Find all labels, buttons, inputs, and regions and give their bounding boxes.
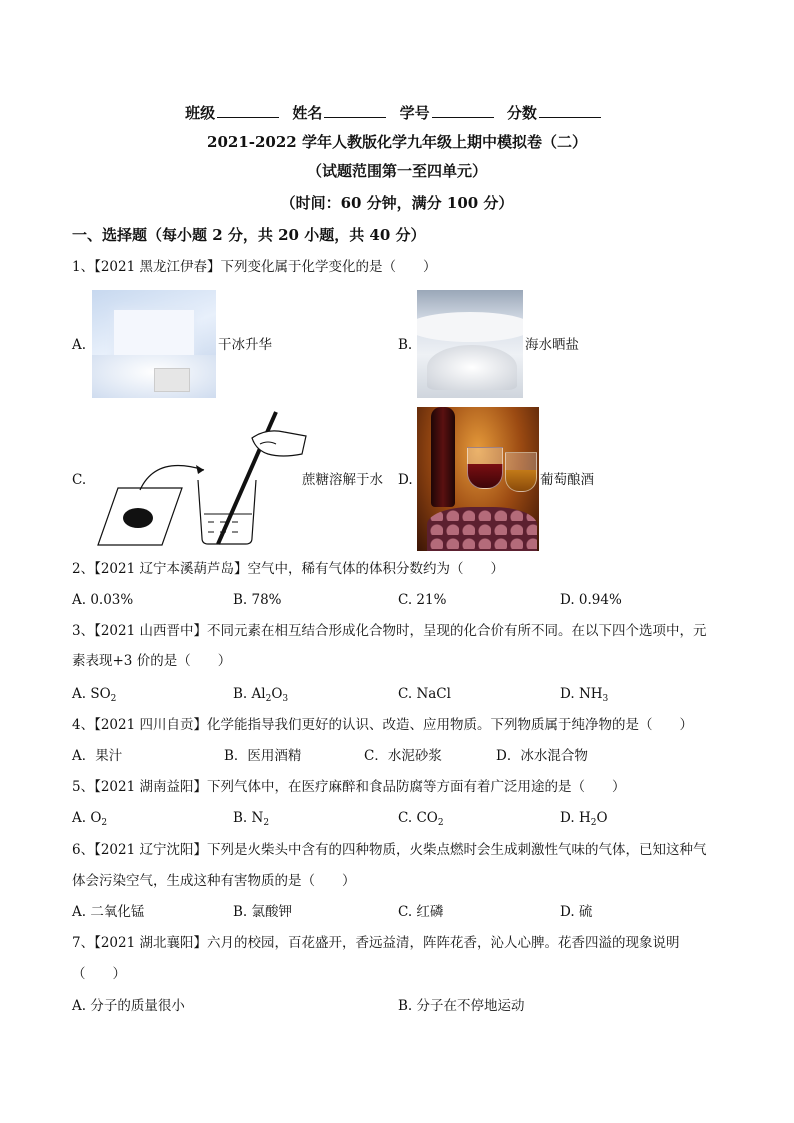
formula: Al <box>251 686 266 702</box>
question-number: 1、 <box>72 259 95 275</box>
student-id-blank <box>432 103 494 118</box>
option-letter: B. <box>233 686 248 702</box>
option-letter: B. <box>233 810 248 826</box>
student-info-line <box>0 103 794 122</box>
q2-option-a[interactable]: A. 0.03% <box>72 592 134 608</box>
sea-salt-photo <box>417 290 523 398</box>
q5-option-a[interactable] <box>72 809 107 827</box>
option-letter: A. <box>72 686 87 702</box>
q4-option-b[interactable]: B．医用酒精 <box>224 748 302 764</box>
question-source: 【2021 湖南益阳】 <box>94 779 207 795</box>
subscript: 3 <box>282 694 289 704</box>
score-blank <box>539 103 601 118</box>
question-1-stem <box>72 258 437 276</box>
formula: O <box>271 686 283 702</box>
q3-option-b[interactable] <box>233 685 288 703</box>
q1-option-a-letter[interactable]: A. <box>72 337 87 353</box>
formula: SO <box>90 686 111 702</box>
q6-option-a[interactable]: A. 二氧化锰 <box>72 904 145 920</box>
question-number: 2、 <box>72 561 95 577</box>
q7-option-a[interactable]: A. 分子的质量很小 <box>72 998 185 1014</box>
question-source: 【2021 黑龙江伊春】 <box>94 259 221 275</box>
q4-option-a[interactable]: A．果汁 <box>72 748 123 764</box>
formula: H <box>578 810 591 826</box>
q1-option-d-letter[interactable]: D. <box>398 472 413 488</box>
q6-option-d[interactable]: D. 硫 <box>560 904 593 920</box>
score-label: 分数 <box>506 104 537 122</box>
q3-option-d[interactable] <box>560 685 608 703</box>
exam-scope: （试题范围第一至四单元） <box>306 162 487 180</box>
subscript: 2 <box>101 818 108 828</box>
q1-option-a-text: 干冰升华 <box>218 337 272 353</box>
option-letter: C. <box>398 686 413 702</box>
question-3-stem-cont: 素表现+3 价的是（ ） <box>72 653 232 669</box>
wine-grapes-photo <box>417 407 539 551</box>
question-4-stem <box>72 716 693 734</box>
question-source: 【2021 辽宁沈阳】 <box>94 842 207 858</box>
question-5-stem <box>72 778 626 796</box>
question-source: 【2021 山西晋中】 <box>94 623 207 639</box>
formula: N <box>251 810 264 826</box>
option-letter: D. <box>560 686 575 702</box>
question-7-stem-cont: （ ） <box>72 966 126 982</box>
q4-option-d[interactable]: D．冰水混合物 <box>496 748 588 764</box>
exam-title: 2021-2022 学年人教版化学九年级上期中模拟卷（二） <box>207 133 587 151</box>
name-label: 姓名 <box>292 104 323 122</box>
question-source: 【2021 湖北襄阳】 <box>94 935 207 951</box>
q7-option-b[interactable]: B. 分子在不停地运动 <box>398 998 525 1014</box>
question-number: 6、 <box>72 842 95 858</box>
question-text: 不同元素在相互结合形成化合物时，呈现的化合价有所不同。在以下四个选项中，元 <box>207 623 707 639</box>
q6-option-c[interactable]: C. 红磷 <box>398 904 444 920</box>
question-3-stem <box>72 622 707 640</box>
option-letter: A. <box>72 810 87 826</box>
section-title: 一、选择题（每小题 2 分，共 20 小题，共 40 分） <box>72 226 426 244</box>
q1-option-d-text: 葡萄酿酒 <box>540 472 594 488</box>
subscript: 2 <box>263 818 270 828</box>
q6-option-b[interactable]: B. 氯酸钾 <box>233 904 293 920</box>
question-number: 3、 <box>72 623 95 639</box>
q5-option-d[interactable] <box>560 809 608 827</box>
formula: NaCl <box>416 686 451 702</box>
q3-option-c[interactable] <box>398 685 451 703</box>
q5-option-b[interactable] <box>233 809 269 827</box>
q2-option-d[interactable]: D. 0.94% <box>560 592 622 608</box>
option-letter: C. <box>398 810 413 826</box>
q1-option-c-text: 蔗糖溶解于水 <box>302 472 383 488</box>
question-number: 4、 <box>72 717 95 733</box>
q2-option-c[interactable]: C. 21% <box>398 592 447 608</box>
question-number: 5、 <box>72 779 95 795</box>
question-2-stem <box>72 560 504 578</box>
question-number: 7、 <box>72 935 95 951</box>
exam-time: （时间：60 分钟，满分 100 分） <box>280 194 514 212</box>
formula: CO <box>416 810 438 826</box>
question-6-stem-cont: 体会污染空气，生成这种有害物质的是（ ） <box>72 873 356 889</box>
subscript: 2 <box>110 694 117 704</box>
question-text: 下列是火柴头中含有的四种物质，火柴点燃时会生成刺激性气味的气体，已知这种气 <box>207 842 707 858</box>
option-letter: D. <box>560 810 575 826</box>
q2-option-b[interactable]: B. 78% <box>233 592 282 608</box>
question-7-stem <box>72 934 680 952</box>
q1-option-c-letter[interactable]: C. <box>72 472 87 488</box>
subscript: 3 <box>602 694 609 704</box>
question-text: 化学能指导我们更好的认识、改造、应用物质。下列物质属于纯净物的是（ ） <box>207 717 693 733</box>
subscript: 2 <box>265 694 272 704</box>
formula: NH <box>578 686 603 702</box>
question-text: 下列气体中，在医疗麻醉和食品防腐等方面有着广泛用途的是（ ） <box>207 779 626 795</box>
q1-option-b-text: 海水晒盐 <box>525 337 579 353</box>
question-source: 【2021 辽宁本溪葫芦岛】 <box>94 561 248 577</box>
q1-option-b-letter[interactable]: B. <box>398 337 413 353</box>
question-text: 空气中，稀有气体的体积分数约为（ ） <box>247 561 504 577</box>
formula: O <box>596 810 608 826</box>
q4-option-c[interactable]: C．水泥砂浆 <box>364 748 442 764</box>
question-6-stem <box>72 841 707 859</box>
q3-option-a[interactable] <box>72 685 116 703</box>
class-blank <box>217 103 279 118</box>
name-blank <box>324 103 386 118</box>
sugar-dissolving-illustration <box>96 410 308 548</box>
question-text: 下列变化属于化学变化的是（ ） <box>220 259 437 275</box>
subscript: 2 <box>590 818 597 828</box>
subscript: 2 <box>437 818 444 828</box>
student-id-label: 学号 <box>399 104 430 122</box>
class-label: 班级 <box>185 104 216 122</box>
formula: O <box>90 810 102 826</box>
dry-ice-photo <box>92 290 216 398</box>
q5-option-c[interactable] <box>398 809 444 827</box>
question-text: 六月的校园，百花盛开，香远益清，阵阵花香，沁人心脾。花香四溢的现象说明 <box>207 935 680 951</box>
question-source: 【2021 四川自贡】 <box>94 717 207 733</box>
